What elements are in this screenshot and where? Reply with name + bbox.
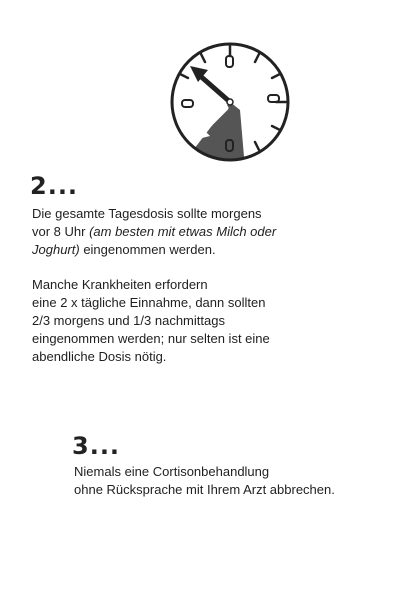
- text-line: Niemals eine Cortisonbehandlung: [74, 464, 270, 479]
- clock-hand-upper: [190, 66, 230, 102]
- section-2-number: 2...: [30, 172, 79, 200]
- italic-segment: Joghurt): [32, 242, 80, 257]
- text-line: Manche Krankheiten erfordern: [32, 277, 208, 292]
- section-3-number: 3...: [72, 432, 121, 460]
- text-line: eine 2 x tägliche Einnahme, dann sollten: [32, 295, 266, 310]
- text-line: abendliche Dosis nötig.: [32, 349, 167, 364]
- clock-icon: [168, 40, 298, 190]
- text-line: eingenommen werden; nur selten ist eine: [32, 331, 270, 346]
- text-segment: vor 8 Uhr: [32, 224, 90, 239]
- italic-segment: (am besten mit etwas Milch oder: [89, 224, 277, 239]
- text-line: Die gesamte Tagesdosis sollte morgens: [32, 206, 262, 221]
- section-3-paragraph: [74, 463, 335, 499]
- text-line: ohne Rücksprache mit Ihrem Arzt abbrechen.: [74, 482, 335, 497]
- section-2-paragraph-2: [32, 276, 270, 366]
- clock-center: [227, 99, 233, 105]
- text-line: [32, 223, 276, 241]
- text-segment: eingenommen werden.: [79, 242, 216, 257]
- text-line: [32, 241, 276, 259]
- text-line: 2/3 morgens und 1/3 nachmittags: [32, 313, 225, 328]
- section-2-paragraph-1: [32, 205, 276, 259]
